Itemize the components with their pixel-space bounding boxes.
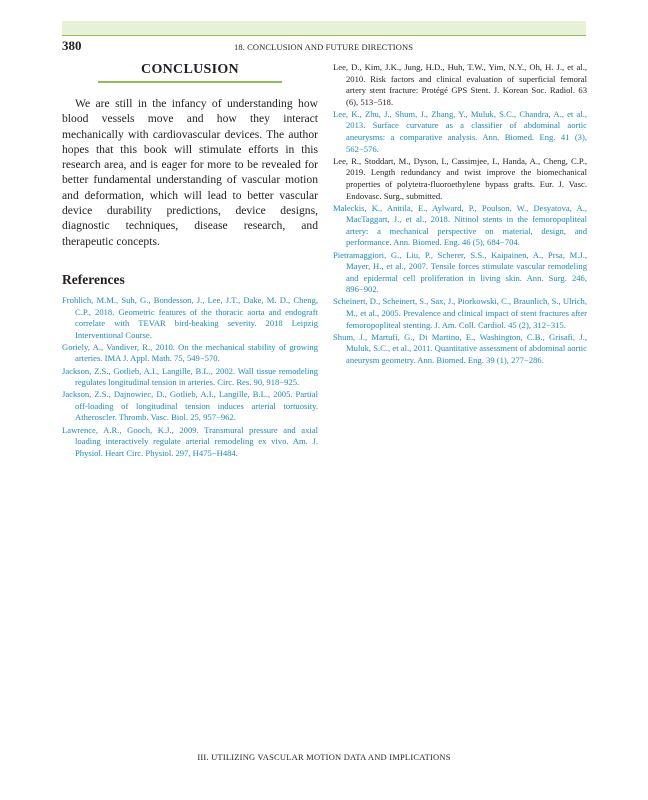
reference-item[interactable]: Goriely, A., Vandiver, R., 2010. On the mechanical stability of growing arteries. IMA J. Appl. Math. 75, 549−570. bbox=[62, 341, 318, 364]
reference-item[interactable]: Lawrence, A.R., Gooch, K.J., 2009. Transmural pressure and axial loading interactively regulate arterial remodeling ex vivo. Am. J. Physiol. Heart Circ. Physiol. 297, H475−H484. bbox=[62, 424, 318, 458]
section-title-rule bbox=[98, 81, 282, 83]
reference-item[interactable]: Frohlich, M.M., Suh, G., Bondesson, J., Lee, J.T., Dake, M. D., Cheng, C.P., 2018. Geometric features of the thoracic aorta and endograft correlate with TEVAR bird-beaking severity. 2018 Leipzig Interventional Course. bbox=[62, 294, 318, 340]
reference-item: Lee, D., Kim, J.K., Jung, H.D., Huh, T.W., Yim, N.Y., Oh, H. J., et al., 2010. Risk factors and clinical evaluation of superficial femoral artery stent fracture: Protégé GPS Stent. J. Korean Soc. Radiol. 63 (6), 513−518. bbox=[333, 62, 587, 107]
references-heading: References bbox=[62, 271, 125, 287]
reference-item: Lee, R., Stoddart, M., Dyson, I., Cassimjee, I., Handa, A., Cheng, C.P., 2019. Length redundancy and twist improve the biomechanical properties of polytetra-fluoroethylene bypass grafts. Eur. J. Vasc. Endovasc. Surg., submitted. bbox=[333, 155, 587, 201]
running-head: 18. CONCLUSION AND FUTURE DIRECTIONS bbox=[234, 42, 414, 52]
left-column bbox=[62, 62, 318, 460]
reference-item[interactable]: Jackson, Z.S., Gotlieb, A.I., Langille, B.L., 2002. Wall tissue remodeling regulates longitudinal tension in arteries. Circ. Res. 90, 918−925. bbox=[62, 365, 318, 388]
reference-item[interactable]: Shum, J., Martufi, G., Di Martino, E., Washington, C.B., Grisafi, J., Muluk, S.C., et al., 2011. Quantitative assessment of abdominal aortic aneurysm geometry. Ann. Biomed. Eng. 39 (1), 277−286. bbox=[333, 331, 587, 365]
reference-item[interactable]: Maleckis, K., Anttila, E., Aylward, P., Poulson, W., Desyatova, A., MacTaggart, J., et al., 2018. Nitinol stents in the femoropopliteal artery: a mechanical perspective on material, design, and performance. Ann. Biomed. Eng. 46 (5), 684−704. bbox=[333, 202, 587, 248]
reference-item[interactable]: Pietramaggiori, G., Liu, P., Scherer, S.S., Kaipainen, A., Prsa, M.J., Mayer, H., et al., 2007. Tensile forces stimulate vascular remodeling and epidermal cell proliferation in living skin. Ann. Surg. 246, 896−902. bbox=[333, 249, 587, 295]
page-footer: III. UTILIZING VASCULAR MOTION DATA AND IMPLICATIONS bbox=[197, 752, 451, 762]
reference-item[interactable]: Lee, K., Zhu, J., Shum, J., Zhang, Y., Muluk, S.C., Chandra, A., et al., 2013. Surface curvature as a classifier of abdominal aortic aneurysms: a comparative analysis. Ann. Biomed. Eng. 41 (3), 562−576. bbox=[333, 108, 587, 154]
reference-list-left bbox=[62, 295, 318, 459]
page-number: 380 bbox=[62, 38, 82, 53]
reference-item[interactable]: Jackson, Z.S., Dajnowiec, D., Gotlieb, A.I., Langille, B.L., 2005. Partial off-loading of longitudinal tension induces arterial tortuosity. Atheroscler. Thromb. Vasc. Biol. 25, 957−962. bbox=[62, 389, 318, 423]
reference-list-right bbox=[333, 62, 587, 366]
right-column bbox=[333, 62, 587, 367]
header-rule bbox=[62, 35, 586, 36]
header-band bbox=[62, 21, 586, 35]
conclusion-paragraph: We are still in the infancy of understanding how blood vessels move and how they interact mechanically with cardiovascular devices. The author hopes that this book will stimulate efforts in this research area, and is eager for more to be revealed for better fundamental understanding of vascular motion and deformation, which will lead to better vascular device durability predictions, device designs, diagnostic techniques, disease research, and therapeutic concepts. bbox=[62, 97, 318, 248]
reference-item[interactable]: Scheinert, D., Scheinert, S., Sax, J., Piorkowski, C., Braunlich, S., Ulrich, M., et al., 2005. Prevalence and clinical impact of stent fractures after femoropopliteal stenting. J. Am. Coll. Cardiol. 45 (2), 312−315. bbox=[333, 296, 587, 330]
section-title: CONCLUSION bbox=[141, 62, 239, 77]
